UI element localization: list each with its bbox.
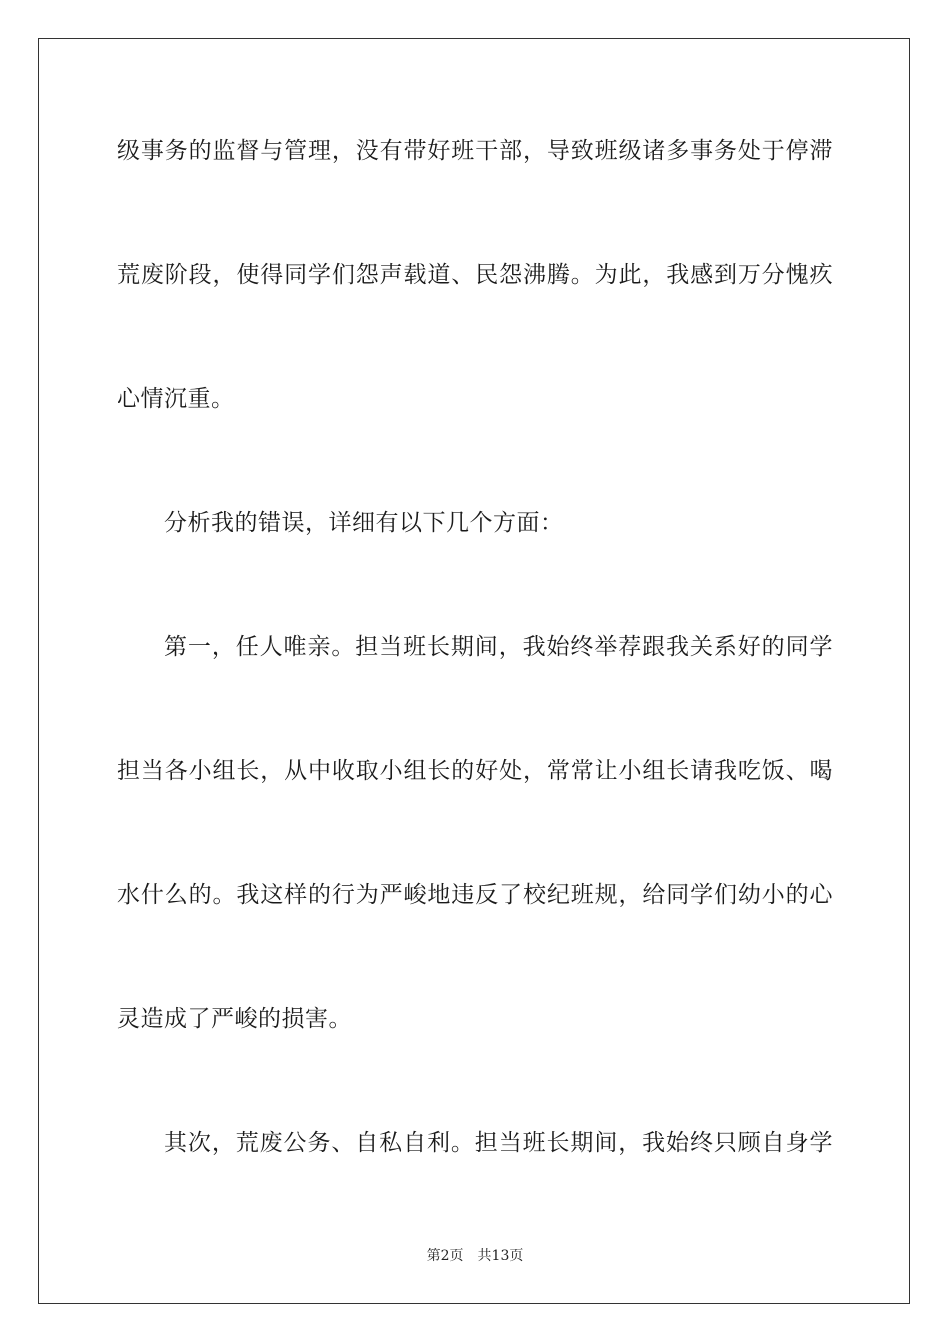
page-footer	[0, 1247, 950, 1265]
body-line-1: 级事务的监督与管理，没有带好班干部，导致班级诸多事务处于停滞	[117, 138, 833, 164]
page-number-current: 第2页	[426, 1248, 464, 1264]
page-border	[38, 38, 910, 1304]
body-line-8: 灵造成了严峻的损害。	[117, 1006, 352, 1032]
body-line-5: 第一，任人唯亲。担当班长期间，我始终举荐跟我关系好的同学	[164, 634, 833, 660]
page-number-total: 共13页	[477, 1248, 524, 1264]
body-line-6: 担当各小组长，从中收取小组长的好处，常常让小组长请我吃饭、喝	[117, 758, 833, 784]
body-line-7: 水什么的。我这样的行为严峻地违反了校纪班规，给同学们幼小的心	[117, 882, 833, 908]
body-line-9: 其次，荒废公务、自私自利。担当班长期间，我始终只顾自身学	[164, 1130, 833, 1156]
body-line-2: 荒废阶段，使得同学们怨声载道、民怨沸腾。为此，我感到万分愧疚	[117, 262, 833, 288]
body-line-4: 分析我的错误，详细有以下几个方面：	[164, 510, 564, 536]
body-line-3: 心情沉重。	[117, 386, 235, 412]
